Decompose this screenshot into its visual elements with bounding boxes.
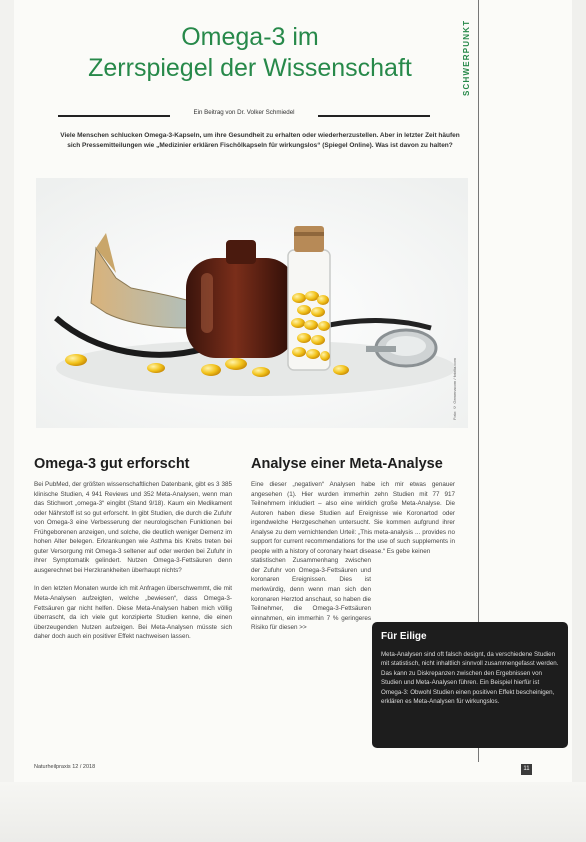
paragraph: Eine dieser „negativen“ Analysen habe ich mir etwas genauer angesehen (1). Hier wurden immerhin zehn Studien mit 77 917 Teilnehmern inkludiert – also eine wirklich große Meta-Analyse. Die Autoren haben diese Studien auf Ereignisse wie Koronartod oder irgendwelche Herzgeschehen untersucht. Sie kommen aufgrund ihrer Analyse zu dem vernichtenden Urteil: „This meta-analysis ... provides no support for current recommendations for the use of such supplements in people with a history of coronary heart disease.“ Es gebe keinen <box>251 481 455 555</box>
title-line-2: Zerrspiegel der Wissenschaft <box>88 54 412 82</box>
section-heading-analyse: Analyse einer Meta-Analyse <box>251 456 443 472</box>
photo-credit: Foto: © Gemenacom / fotolia.com <box>452 358 457 420</box>
column-left <box>34 480 232 651</box>
summary-box <box>372 622 568 748</box>
summary-heading: Für Eilige <box>381 631 427 642</box>
intro-text: Viele Menschen schlucken Omega-3-Kapseln, um ihre Gesundheit zu erhalten oder wiederherzustellen. Aber in letzter Zeit häufen sich Pressemitteilungen wie „Medizinier erklären Fischölkapseln für wirkungslos“ (Spiegel Online). Was ist davon zu halten? <box>60 132 460 149</box>
page-bottom-margin <box>0 782 586 842</box>
section-heading-omega3: Omega-3 gut erforscht <box>34 456 190 472</box>
column-right <box>251 480 455 633</box>
title-line-1: Omega-3 im <box>181 23 319 51</box>
journal-footer: Naturheilpraxis 12 / 2018 <box>34 764 96 770</box>
paragraph: statistischen Zusammenhang zwischen der Zufuhr von Omega-3-Fettsäuren und koronaren Ereignissen. Dies ist merkwürdig, denn wenn man sich den koronaren Herztod anschaut, so haben die Teilnehmer, die Omega-3-Fettsäuren einnahmen, ein immerhin 7 % geringeres Risiko für diesen >> <box>251 557 371 632</box>
section-label: SCHWERPUNKT <box>462 20 471 97</box>
byline: Ein Beitrag von Dr. Volker Schmiedel <box>58 109 430 116</box>
summary-text: Meta-Analysen sind oft falsch designt, da verschiedene Studien mit statistisch, nicht inhaltlich sinnvoll zusammengefasst werden. Das kann zu Diskrepanzen zwischen den Ergebnissen von Studien und Meta-Analysen führen. Ein Beispiel hierfür ist Omega-3: Obwohl Studien einen positiven Effekt bescheinigen, erklären es Meta-Analysen für wirkungslos. <box>381 651 559 706</box>
byline-row <box>58 109 430 121</box>
paragraph: Bei PubMed, der größten wissenschaftlichen Datenbank, gibt es 3 385 klinische Studien, 4 941 Reviews und 352 Meta-Analysen, wenn man das Stichwort „omega-3“ eingibt (Stand 9/18). Kaum ein Medikament oder Nährstoff ist so gut erforscht. In gibt Studien, die durch die Zufuhr von Omega-3 eine Verbesserung der neurologischen Funktionen bei Frühgeborenen anzeigen, und solche, die deutlich weniger Demenz im hohen Alter belegen. Erkrankungen wie Asthma bis Krebs treten bei guter Versorgung mit Omega-3 seltener auf oder werden bei Zufuhr in ihrer Symptomatik gelindert. Nutzen Omega-3-Fettsäuren denn ausgerechnet bei Herzkrankheiten überhaupt nichts? <box>34 481 232 574</box>
paragraph: In den letzten Monaten wurde ich mit Anfragen überschwemmt, die mit Meta-Analysen aufzeigten, welche „bewiesen“, dass Omega-3-Fettsäuren gar nicht helfen. Diese Meta-Analysen haben mich völlig überrascht, da ich viele gut konzipierte Studien kenne, die einen überzeugenden Nutzen aufzeigen. Bei Meta-Analysen müsste sich daher doch auch ein positiver Effekt nachweisen lassen. <box>34 585 232 641</box>
article-photo <box>36 178 468 428</box>
page-number: 11 <box>521 764 532 775</box>
article-title <box>40 22 460 84</box>
